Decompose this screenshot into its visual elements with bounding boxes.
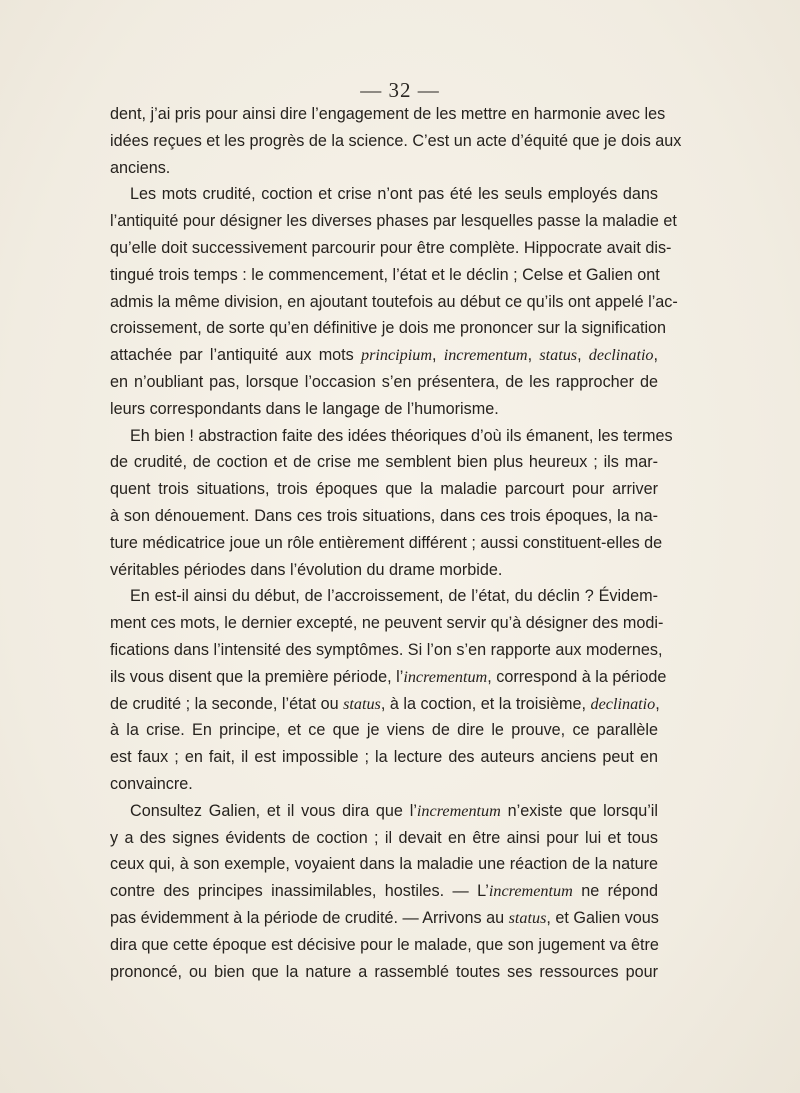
text-fragment: ne répond (572, 882, 659, 901)
text-line: attachée par l’antiquité aux mots principium, incrementum, status, declinatio, (110, 346, 659, 365)
text-fragment: , à la coction, et la troisième, (380, 694, 591, 713)
text-line (110, 798, 658, 825)
italic-term: incrementum (443, 346, 528, 365)
italic-term: incrementum (403, 667, 488, 686)
italic-term: status (539, 346, 578, 365)
text-line: à la crise. En principe, et ce que je viens de dire le prouve, ce parallèle (110, 721, 658, 740)
text-line: anciens. (110, 158, 171, 177)
text-line (110, 691, 658, 718)
text-line: convaincre. (110, 774, 193, 793)
text-line: en n’oubliant pas, lorsque l’occasion s’en présentera, de les rapprocher de (110, 372, 658, 391)
text-line: quent trois situations, trois époques que la maladie parcourt pour arriver (110, 480, 658, 499)
text-line: croissement, de sorte qu’en définitive je dois me prononcer sur la signification (110, 319, 667, 338)
text-fragment: attachée par l’antiquité aux mots (110, 346, 361, 365)
page-number: — 32 — (360, 78, 440, 102)
italic-term: status (508, 908, 547, 927)
text-line: admis la même division, en ajoutant toutefois au début ce qu’ils ont appelé l’ac- (110, 292, 678, 311)
text-line (110, 664, 667, 691)
text-line: dent, j’ai pris pour ainsi dire l’engagement de les mettre en harmonie avec les (110, 105, 666, 123)
text-line: Eh bien ! abstraction faite des idées théoriques d’où ils émanent, les termes (130, 426, 673, 445)
italic-term: declinatio (590, 694, 656, 713)
body-text (110, 101, 682, 985)
text-line: fications dans l’intensité des symptômes. Si l’on s’en rapporte aux modernes, (110, 640, 663, 659)
text-line (110, 878, 658, 905)
text-line: ceux qui, à son exemple, voyaient dans la maladie une réaction de la nature (110, 855, 658, 874)
text-line: de crudité, de coction et de crise me semblent bien plus heureux ; ils mar- (110, 453, 658, 472)
text-line (110, 905, 658, 932)
text-line: l’antiquité pour désigner les diverses phases par lesquelles passe la maladie et (110, 212, 677, 231)
text-line: ture médicatrice joue un rôle entièrement différent ; aussi constituent-elles de (110, 533, 663, 552)
text-fragment: Consultez Galien, et il vous dira que l’ (130, 801, 417, 820)
text-line: prononcé, ou bien que la nature a rassemblé toutes ses ressources pour (110, 962, 658, 981)
text-line: tingué trois temps : le commencement, l’état et le déclin ; Celse et Galien ont (110, 265, 660, 284)
italic-term: principium (360, 346, 433, 365)
text-fragment: de crudité ; la seconde, l’état ou (110, 694, 344, 713)
italic-term: incrementum (416, 801, 501, 820)
italic-term: declinatio (588, 346, 654, 365)
text-line: est faux ; en fait, il est impossible ; la lecture des auteurs anciens peut en (110, 748, 658, 767)
italic-term: status (343, 694, 381, 713)
text-line: véritables périodes dans l’évolution du drame morbide. (110, 560, 503, 579)
text-line: Les mots crudité, coction et crise n’ont pas été les seuls employés dans (130, 185, 658, 204)
text-fragment: contre des principes inassimilables, hostiles. — L’ (110, 882, 489, 901)
text-fragment: n’existe que lorsqu’il (500, 801, 658, 820)
italic-term: incrementum (488, 882, 573, 901)
text-line: ment ces mots, le dernier excepté, ne peuvent servir qu’à désigner des modi- (110, 614, 664, 633)
text-line: idées reçues et les progrès de la science. C’est un acte d’équité que je dois aux (110, 131, 682, 150)
text-fragment: pas évidemment à la période de crudité. — Arrivons au (110, 908, 509, 927)
text-line: dira que cette époque est décisive pour le malade, que son jugement va être (110, 935, 659, 954)
text-line: y a des signes évidents de coction ; il devait en être ainsi pour lui et tous (110, 828, 658, 847)
text-line: qu’elle doit successivement parcourir pour être complète. Hippocrate avait dis- (110, 238, 672, 257)
text-line: En est-il ainsi du début, de l’accroissement, de l’état, du déclin ? Évidem- (130, 587, 658, 606)
text-fragment: , (655, 694, 660, 713)
text-line: leurs correspondants dans le langage de l’humorisme. (110, 399, 499, 418)
text-fragment: , et Galien vous (546, 908, 659, 927)
text-fragment: , correspond à la période (487, 667, 667, 686)
text-fragment: ils vous disent que la première période, l’ (110, 667, 404, 686)
text-line: à son dénouement. Dans ces trois situations, dans ces trois époques, la na- (110, 506, 658, 525)
